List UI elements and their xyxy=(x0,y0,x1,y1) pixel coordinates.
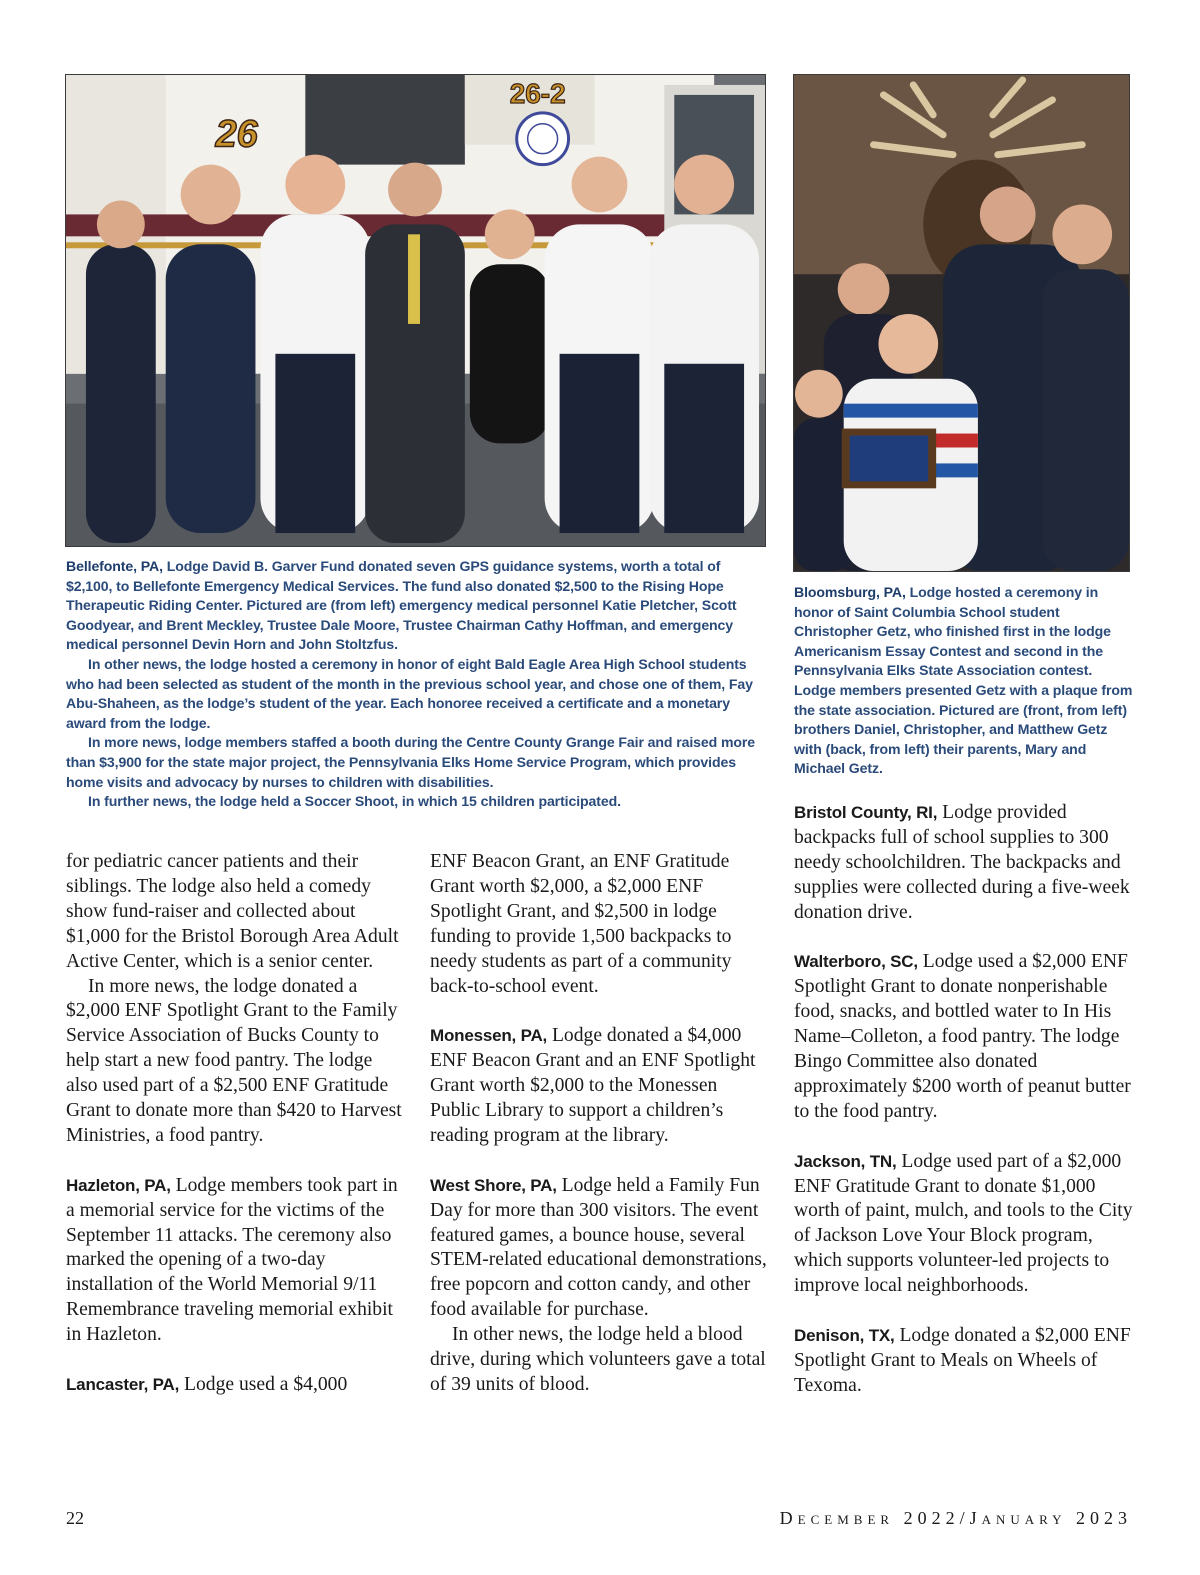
article-item-lancaster xyxy=(66,1373,406,1398)
paragraph-gap xyxy=(794,926,1134,951)
svg-text:26-2: 26-2 xyxy=(509,77,566,109)
issue-initial: J xyxy=(969,1508,982,1528)
article-item-denison xyxy=(794,1324,1134,1399)
caption-paragraph: In further news, the lodge held a Soccer Shoot, in which 15 children participated. xyxy=(88,793,621,810)
caption-paragraph: In other news, the lodge hosted a ceremony in honor of eight Bald Eagle Area High School students who had been selected as student of the month in the previous school year, and chose one of them, Fay Abu-Shaheen, as the lodge’s student of the year. Each honoree received a certificate and a monetary award from the lodge. xyxy=(66,655,753,731)
family-elk-illustration xyxy=(794,75,1129,571)
paragraph-gap xyxy=(794,1125,1134,1150)
item-text: Lodge used a $4,000 xyxy=(184,1374,348,1395)
article-column-3 xyxy=(794,801,1134,1399)
item-lead: Monessen, PA, xyxy=(430,1026,548,1046)
article-paragraph: for pediatric cancer patients and their siblings. The lodge also held a comedy show fund-raiser and collected about $1,000 for the Bristol Borough Area Adult Active Center, which is a senior center. xyxy=(66,851,399,972)
photo-bloomsburg-family xyxy=(793,74,1130,572)
item-text: Lodge donated a $2,000 ENF Spotlight Grant to Meals on Wheels of Texoma. xyxy=(794,1324,1131,1396)
article-item-hazleton xyxy=(66,1174,406,1348)
svg-text:26: 26 xyxy=(215,113,258,156)
item-lead: Lancaster, PA, xyxy=(66,1375,180,1394)
article-paragraph: In more news, the lodge donated a $2,000 ENF Spotlight Grant to the Family Service Association of Bucks County to help start a new food pantry. The lodge also used part of a $2,500 ENF Gratitude Grant to donate more than $420 to Harvest Ministries, a food pantry. xyxy=(66,975,402,1146)
article-item-jackson xyxy=(794,1150,1134,1299)
article-paragraph: ENF Beacon Grant, an ENF Gratitude Grant worth $2,000, a $2,000 ENF Spotlight Grant, and $2,500 in lodge funding to provide 1,500 backpacks to needy students as part of a community back-to-school event. xyxy=(430,851,732,997)
article-item-monessen xyxy=(430,1024,770,1149)
item-lead: Denison, TX, xyxy=(794,1325,895,1345)
photo-bellefonte-ems xyxy=(65,74,766,547)
paragraph-gap xyxy=(430,1149,770,1174)
article-column-2 xyxy=(430,850,770,1398)
item-text: Lodge held a Family Fun Day for more than 300 visitors. The event featured games, a bounce house, several STEM-related educational demonstrations, free popcorn and cotton candy, and other food available for purchase. xyxy=(430,1174,767,1321)
item-text: Lodge provided backpacks full of school supplies to 300 needy schoolchildren. The backpacks and supplies were collected during a five-week donation drive. xyxy=(794,802,1130,923)
item-text: Lodge donated a $4,000 ENF Beacon Grant and an ENF Spotlight Grant worth $2,000 to the Monessen Public Library to support a children’s reading program at the library. xyxy=(430,1025,756,1146)
page-number: 22 xyxy=(66,1508,84,1528)
issue-initial: D xyxy=(779,1508,798,1528)
issue-date xyxy=(780,1508,1132,1529)
item-text: Lodge members took part in a memorial service for the victims of the September 11 attacks. The ceremony also marked the opening of a two-day installation of the World Memorial 9/11 Remembrance traveling memorial exhibit in Hazleton. xyxy=(66,1174,398,1346)
caption-lead: Bloomsburg, PA, xyxy=(794,584,906,600)
paragraph-gap xyxy=(66,1149,406,1174)
issue-smallcaps: ANUARY xyxy=(981,1512,1067,1527)
article-column-1 xyxy=(66,850,406,1398)
caption-bellefonte xyxy=(66,557,769,812)
issue-smallcaps: ECEMBER xyxy=(797,1512,895,1527)
issue-year-part: 2022/ xyxy=(894,1508,970,1528)
item-lead: Jackson, TN, xyxy=(794,1151,897,1171)
issue-year-part: 2023 xyxy=(1066,1508,1132,1528)
caption-bloomsburg xyxy=(794,583,1134,779)
caption-text: Lodge David B. Garver Fund donated seven GPS guidance systems, worth a total of $2,100, to Bellefonte Emergency Medical Services. The fund also donated $2,500 to the Rising Hope Therapeutic Riding Center. Pictured are (from left) emergency medical personnel Katie Pletcher, Scott Goodyear, and Brent Meckley, Trustee Dale Moore, Trustee Chairman Cathy Hoffman, and emergency medical personnel Devin Horn and John Stoltzfus. xyxy=(66,558,737,653)
paragraph-gap xyxy=(66,1348,406,1373)
article-item-westshore xyxy=(430,1174,770,1323)
caption-paragraph xyxy=(66,557,769,655)
item-lead: West Shore, PA, xyxy=(430,1175,557,1195)
paragraph-gap xyxy=(794,1299,1134,1324)
item-text: Lodge used a $2,000 ENF Spotlight Grant to donate nonperishable food, snacks, and bottled water to In His Name–Colleton, a food pantry. The lodge Bingo Committee also donated approximately $200 worth of peanut butter to the food pantry. xyxy=(794,951,1131,1122)
item-text: Lodge used part of a $2,000 ENF Gratitude Grant to donate $1,000 worth of paint, mulch, and tools to the City of Jackson Love Your Block program, which supports volunteer-led projects to improve local neighborhoods. xyxy=(794,1150,1133,1297)
caption-paragraph xyxy=(794,583,1134,779)
caption-text: Lodge hosted a ceremony in honor of Saint Columbia School student Christopher Getz, who finished first in the lodge Americanism Essay Contest and second in the Pennsylvania Elks State Association contest. Lodge members presented Getz with a plaque from the state association. Pictured are (front, from left) brothers Daniel, Christopher, and Matthew Getz with (back, from left) their parents, Mary and Michael Getz. xyxy=(794,584,1133,777)
item-lead: Bristol County, RI, xyxy=(794,803,938,822)
ambulance-group-illustration xyxy=(66,75,765,546)
article-paragraph: In other news, the lodge held a blood drive, during which volunteers gave a total of 39 units of blood. xyxy=(430,1324,766,1395)
article-item-walterboro xyxy=(794,950,1134,1124)
article-item-bristol-county xyxy=(794,801,1134,926)
item-lead: Hazleton, PA, xyxy=(66,1175,171,1195)
item-lead: Walterboro, SC, xyxy=(794,952,918,972)
caption-lead: Bellefonte, PA, xyxy=(66,558,163,574)
caption-paragraph: In more news, lodge members staffed a booth during the Centre County Grange Fair and raised more than $3,900 for the state major project, the Pennsylvania Elks Home Service Program, which provides home visits and advocacy by nurses to children with disabilities. xyxy=(66,734,756,790)
paragraph-gap xyxy=(430,999,770,1024)
